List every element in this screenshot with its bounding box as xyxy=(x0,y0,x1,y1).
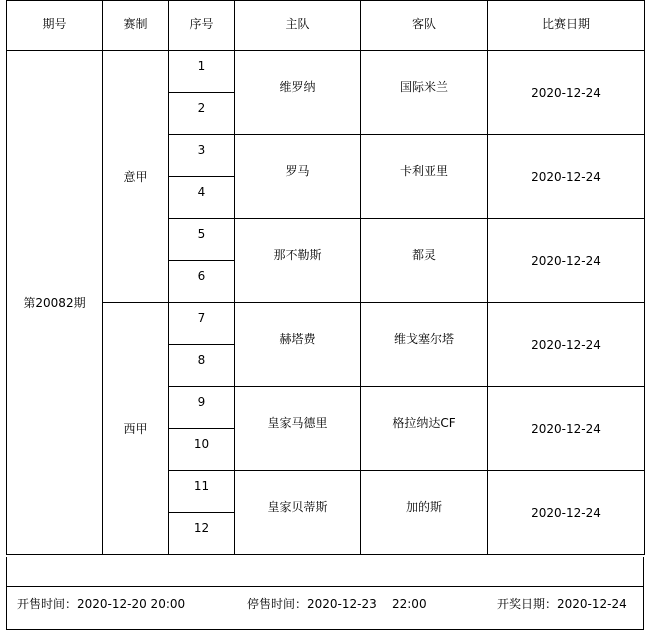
header-row xyxy=(7,1,645,51)
away-team-cell: 都灵 xyxy=(361,219,488,303)
away-team-cell: 加的斯 xyxy=(361,471,488,555)
draw-date: 开奖日期：2020-12-24 xyxy=(497,597,627,611)
home-team-cell: 皇家贝蒂斯 xyxy=(235,471,361,555)
home-team-cell: 赫塔费 xyxy=(235,303,361,387)
period-cell: 第20082期 xyxy=(7,51,103,555)
seq-cell: 4 xyxy=(169,177,235,219)
match-date-cell: 2020-12-24 xyxy=(488,219,645,303)
sale-start-time: 开售时间：2020-12-20 20:00 xyxy=(17,597,186,611)
header-period: 期号 xyxy=(7,1,103,51)
league-cell: 西甲 xyxy=(103,303,169,555)
seq-cell: 10 xyxy=(169,429,235,471)
match-date-cell: 2020-12-24 xyxy=(488,387,645,471)
schedule-document xyxy=(6,0,644,630)
away-team-cell: 格拉纳达CF xyxy=(361,387,488,471)
seq-cell: 1 xyxy=(169,51,235,93)
seq-cell: 3 xyxy=(169,135,235,177)
seq-cell: 8 xyxy=(169,345,235,387)
sale-info-footer xyxy=(6,587,644,630)
match-date-cell: 2020-12-24 xyxy=(488,303,645,387)
header-home: 主队 xyxy=(235,1,361,51)
seq-cell: 5 xyxy=(169,219,235,261)
match-schedule-table xyxy=(6,0,645,555)
match-date-cell: 2020-12-24 xyxy=(488,51,645,135)
home-team-cell: 维罗纳 xyxy=(235,51,361,135)
seq-cell: 11 xyxy=(169,471,235,513)
seq-cell: 9 xyxy=(169,387,235,429)
sale-stop-time: 停售时间：2020-12-23 22:00 xyxy=(247,597,427,611)
header-seq: 序号 xyxy=(169,1,235,51)
match-date-cell: 2020-12-24 xyxy=(488,471,645,555)
header-away: 客队 xyxy=(361,1,488,51)
away-team-cell: 国际米兰 xyxy=(361,51,488,135)
seq-cell: 2 xyxy=(169,93,235,135)
table-row xyxy=(7,303,645,345)
table-row xyxy=(7,51,645,93)
away-team-cell: 维戈塞尔塔 xyxy=(361,303,488,387)
header-date: 比赛日期 xyxy=(488,1,645,51)
home-team-cell: 那不勒斯 xyxy=(235,219,361,303)
seq-cell: 12 xyxy=(169,513,235,555)
away-team-cell: 卡利亚里 xyxy=(361,135,488,219)
header-league: 赛制 xyxy=(103,1,169,51)
seq-cell: 7 xyxy=(169,303,235,345)
home-team-cell: 罗马 xyxy=(235,135,361,219)
home-team-cell: 皇家马德里 xyxy=(235,387,361,471)
seq-cell: 6 xyxy=(169,261,235,303)
league-cell: 意甲 xyxy=(103,51,169,303)
match-date-cell: 2020-12-24 xyxy=(488,135,645,219)
blank-row xyxy=(6,557,644,587)
